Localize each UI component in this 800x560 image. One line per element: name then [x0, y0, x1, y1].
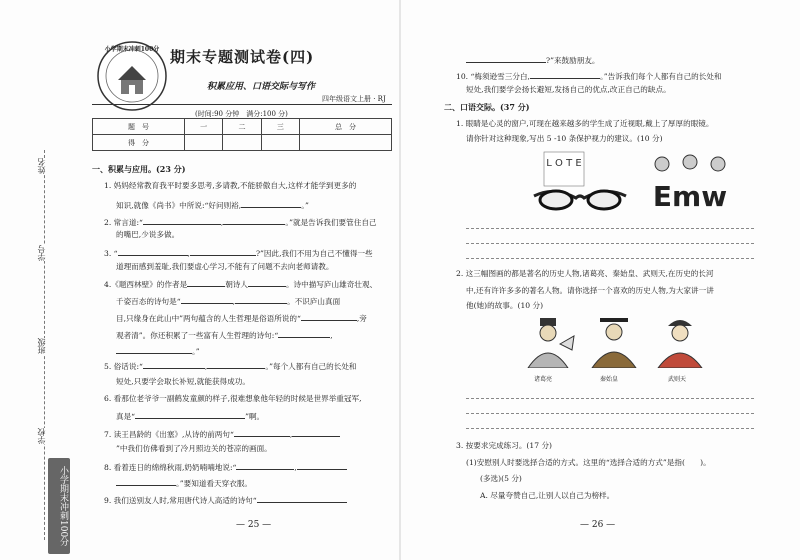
grade-label: 四年级语文上册 · RJ	[322, 95, 386, 103]
oral-question-2-line3: 他(她)的故事。(10 分)	[466, 301, 544, 310]
score-value-row	[93, 135, 392, 151]
question-8-cont: 。”要知道看天穿衣服。	[116, 476, 252, 489]
writing-line[interactable]	[466, 398, 754, 399]
section-1-heading: 一、积累与应用。(23 分)	[92, 164, 186, 174]
answer-blank[interactable]	[187, 277, 225, 287]
oral-question-3-part1: (1)安慰别人时要选择合适的方式。这里的“选择合适的方式”是指( )。	[466, 458, 711, 467]
class-label: 班级	[36, 338, 52, 354]
score-table	[92, 118, 392, 151]
answer-blank[interactable]	[301, 311, 357, 321]
answer-blank[interactable]	[297, 460, 347, 470]
oral-question-3: 3. 按要求完成练习。(17 分)	[456, 441, 553, 450]
student-id-label: 学号	[36, 245, 52, 261]
eye-chart-letters: L O T E	[546, 158, 582, 169]
answer-blank[interactable]	[190, 246, 256, 256]
question-9-cont: ?”来鼓励朋友。	[466, 53, 600, 66]
zhuge-liang-image	[520, 316, 576, 368]
writing-line[interactable]	[466, 428, 754, 429]
qin-shi-huang-image	[586, 316, 642, 368]
question-6-cont: 真是“ ”啊。	[116, 409, 264, 422]
score-cell: 二	[223, 119, 261, 135]
score-cell: 三	[261, 119, 299, 135]
question-10: 10. “梅须逊雪三分白, 。”告诉我们每个人都有自己的长处和	[456, 69, 722, 82]
score-cell: 总 分	[299, 119, 391, 135]
answer-blank[interactable]	[235, 294, 287, 304]
multiple-choice-note: (多选)(5 分)	[480, 474, 522, 483]
caption-zhuge-liang: 诸葛亮	[534, 376, 553, 383]
answer-blank[interactable]	[116, 344, 192, 354]
option-a: A. 尽量夸赞自己,让别人以自己为榜样。	[480, 491, 615, 500]
header-rule	[92, 104, 392, 105]
wu-zetian-figure-icon	[652, 316, 708, 368]
qin-shi-huang-figure-icon	[586, 316, 642, 368]
kids-eye-test-icon	[638, 150, 742, 218]
score-cell[interactable]	[223, 135, 261, 151]
question-4-line4: 观者清”。你还积累了一些富有人生哲理的诗句:“ ,	[116, 328, 333, 341]
question-9: 9. 我们送别友人时,常用唐代诗人高适的诗句“	[104, 493, 347, 506]
series-logo	[96, 40, 168, 112]
page-number-right: — 26 —	[580, 520, 616, 530]
answer-blank[interactable]	[143, 359, 205, 369]
answer-blank[interactable]	[116, 476, 176, 486]
writing-line[interactable]	[466, 258, 754, 259]
score-header-row	[93, 119, 392, 135]
section-2-heading: 二、口语交际。(37 分)	[444, 102, 530, 112]
score-cell[interactable]	[261, 135, 299, 151]
answer-blank[interactable]	[135, 409, 245, 419]
question-6: 6. 看那位老爷爷一副鹤发童颜的样子,很难想象他年轻的时候是世界举重冠军,	[104, 394, 362, 403]
eye-letters-text: Emw	[652, 180, 728, 213]
exam-subtitle: 积累应用、口语交际与写作	[207, 82, 316, 92]
question-1-cont: 知识,就像《尚书》中所说:“好问则裕, 。”	[116, 198, 309, 211]
school-label: 学校	[36, 428, 52, 444]
answer-blank[interactable]	[278, 328, 330, 338]
answer-blank[interactable]	[257, 493, 347, 503]
time-info: (时间:90 分钟 满分:100 分)	[195, 110, 288, 118]
answer-blank[interactable]	[143, 215, 221, 225]
question-7-cont: ”中我们仿佛看到了冷月照边关的苍凉的画面。	[116, 444, 272, 453]
name-label: 姓名	[36, 158, 52, 174]
writing-line[interactable]	[466, 413, 754, 414]
zhuge-liang-figure-icon	[520, 316, 576, 368]
question-4-line3: 目,只缘身在此山中”两句蕴含的人生哲理是俗语所说的“ ,旁	[116, 311, 367, 324]
oral-question-2: 2. 这三幅图画的都是著名的历史人物,诸葛亮、秦始皇、武则天,在历史的长河	[456, 269, 714, 278]
answer-blank[interactable]	[181, 294, 233, 304]
right-page	[400, 0, 800, 560]
logo-text: 小学期末冲刺100分	[104, 46, 160, 53]
writing-line[interactable]	[466, 228, 754, 229]
question-2: 2. 常言道:“ , 。”就是告诉我们要管住自己	[104, 215, 377, 228]
answer-blank[interactable]	[292, 427, 340, 437]
question-3-cont: 道理而感到羞耻,我们要虚心学习,不能有了问题不去向老师请教。	[116, 262, 334, 271]
page-number-left: — 25 —	[236, 520, 272, 530]
eye-chart-glasses-image	[532, 148, 628, 218]
series-badge: 小学期末冲刺100分	[48, 458, 70, 554]
answer-blank[interactable]	[234, 427, 290, 437]
eye-letters-kids-image	[638, 150, 742, 218]
answer-blank[interactable]	[223, 215, 285, 225]
score-cell: 得 分	[93, 135, 185, 151]
score-cell[interactable]	[185, 135, 223, 151]
answer-blank[interactable]	[236, 460, 294, 470]
answer-blank[interactable]	[207, 359, 265, 369]
score-cell: 题 号	[93, 119, 185, 135]
question-10-cont: 短处,我们要学会扬长避短,发扬自己的优点,改正自己的缺点。	[466, 85, 671, 94]
question-5: 5. 俗话说:“ , 。”每个人都有自己的长处和	[104, 359, 357, 372]
question-2-cont: 的嘴巴,少说多做。	[116, 230, 180, 239]
question-1: 1. 妈妈经常教育我平时要多思考,多请教,不能骄傲自大,这样才能学到更多的	[104, 181, 357, 190]
exam-title: 期末专题测试卷(四)	[170, 48, 315, 66]
wu-zetian-image	[652, 316, 708, 368]
answer-blank[interactable]	[530, 69, 600, 79]
writing-line[interactable]	[466, 243, 754, 244]
score-cell: 一	[185, 119, 223, 135]
oral-question-1-cont: 请你针对这种现象,写出 5 -10 条保护视力的建议。(10 分)	[466, 134, 663, 143]
question-7: 7. 读王昌龄的《出塞》,从诗的前两句“ ,	[104, 427, 340, 440]
oral-question-2-line2: 中,还有许许多多的著名人物。请你选择一个喜欢的历史人物,为大家讲一讲	[466, 286, 714, 295]
question-8: 8. 看着连日的绵绵秋雨,奶奶喃喃地说:“ ,	[104, 460, 347, 473]
question-4-line5: 。”	[116, 344, 200, 357]
score-cell[interactable]	[299, 135, 391, 151]
answer-blank[interactable]	[248, 277, 286, 287]
answer-blank[interactable]	[466, 53, 546, 63]
question-3: 3. “ , ?”因此,我们不用为自己不懂得一些	[104, 246, 373, 259]
question-5-cont: 短处,只要学会取长补短,就能获得成功。	[116, 377, 250, 386]
answer-blank[interactable]	[118, 246, 188, 256]
oral-question-1: 1. 眼睛是心灵的窗户,可现在越来越多的学生成了近视眼,戴上了厚厚的眼镜。	[456, 119, 714, 128]
answer-blank[interactable]	[241, 198, 301, 208]
question-4: 4.《题西林壁》的作者是 朝诗人 。诗中描写庐山雄奇壮观、	[104, 277, 377, 290]
caption-qin-shi-huang: 秦始皇	[600, 376, 619, 383]
caption-wu-zetian: 武则天	[668, 376, 687, 383]
question-4-line2: 千姿百态的诗句是“ , 。不识庐山真面	[116, 294, 340, 307]
eye-chart-glasses-icon	[532, 148, 628, 218]
